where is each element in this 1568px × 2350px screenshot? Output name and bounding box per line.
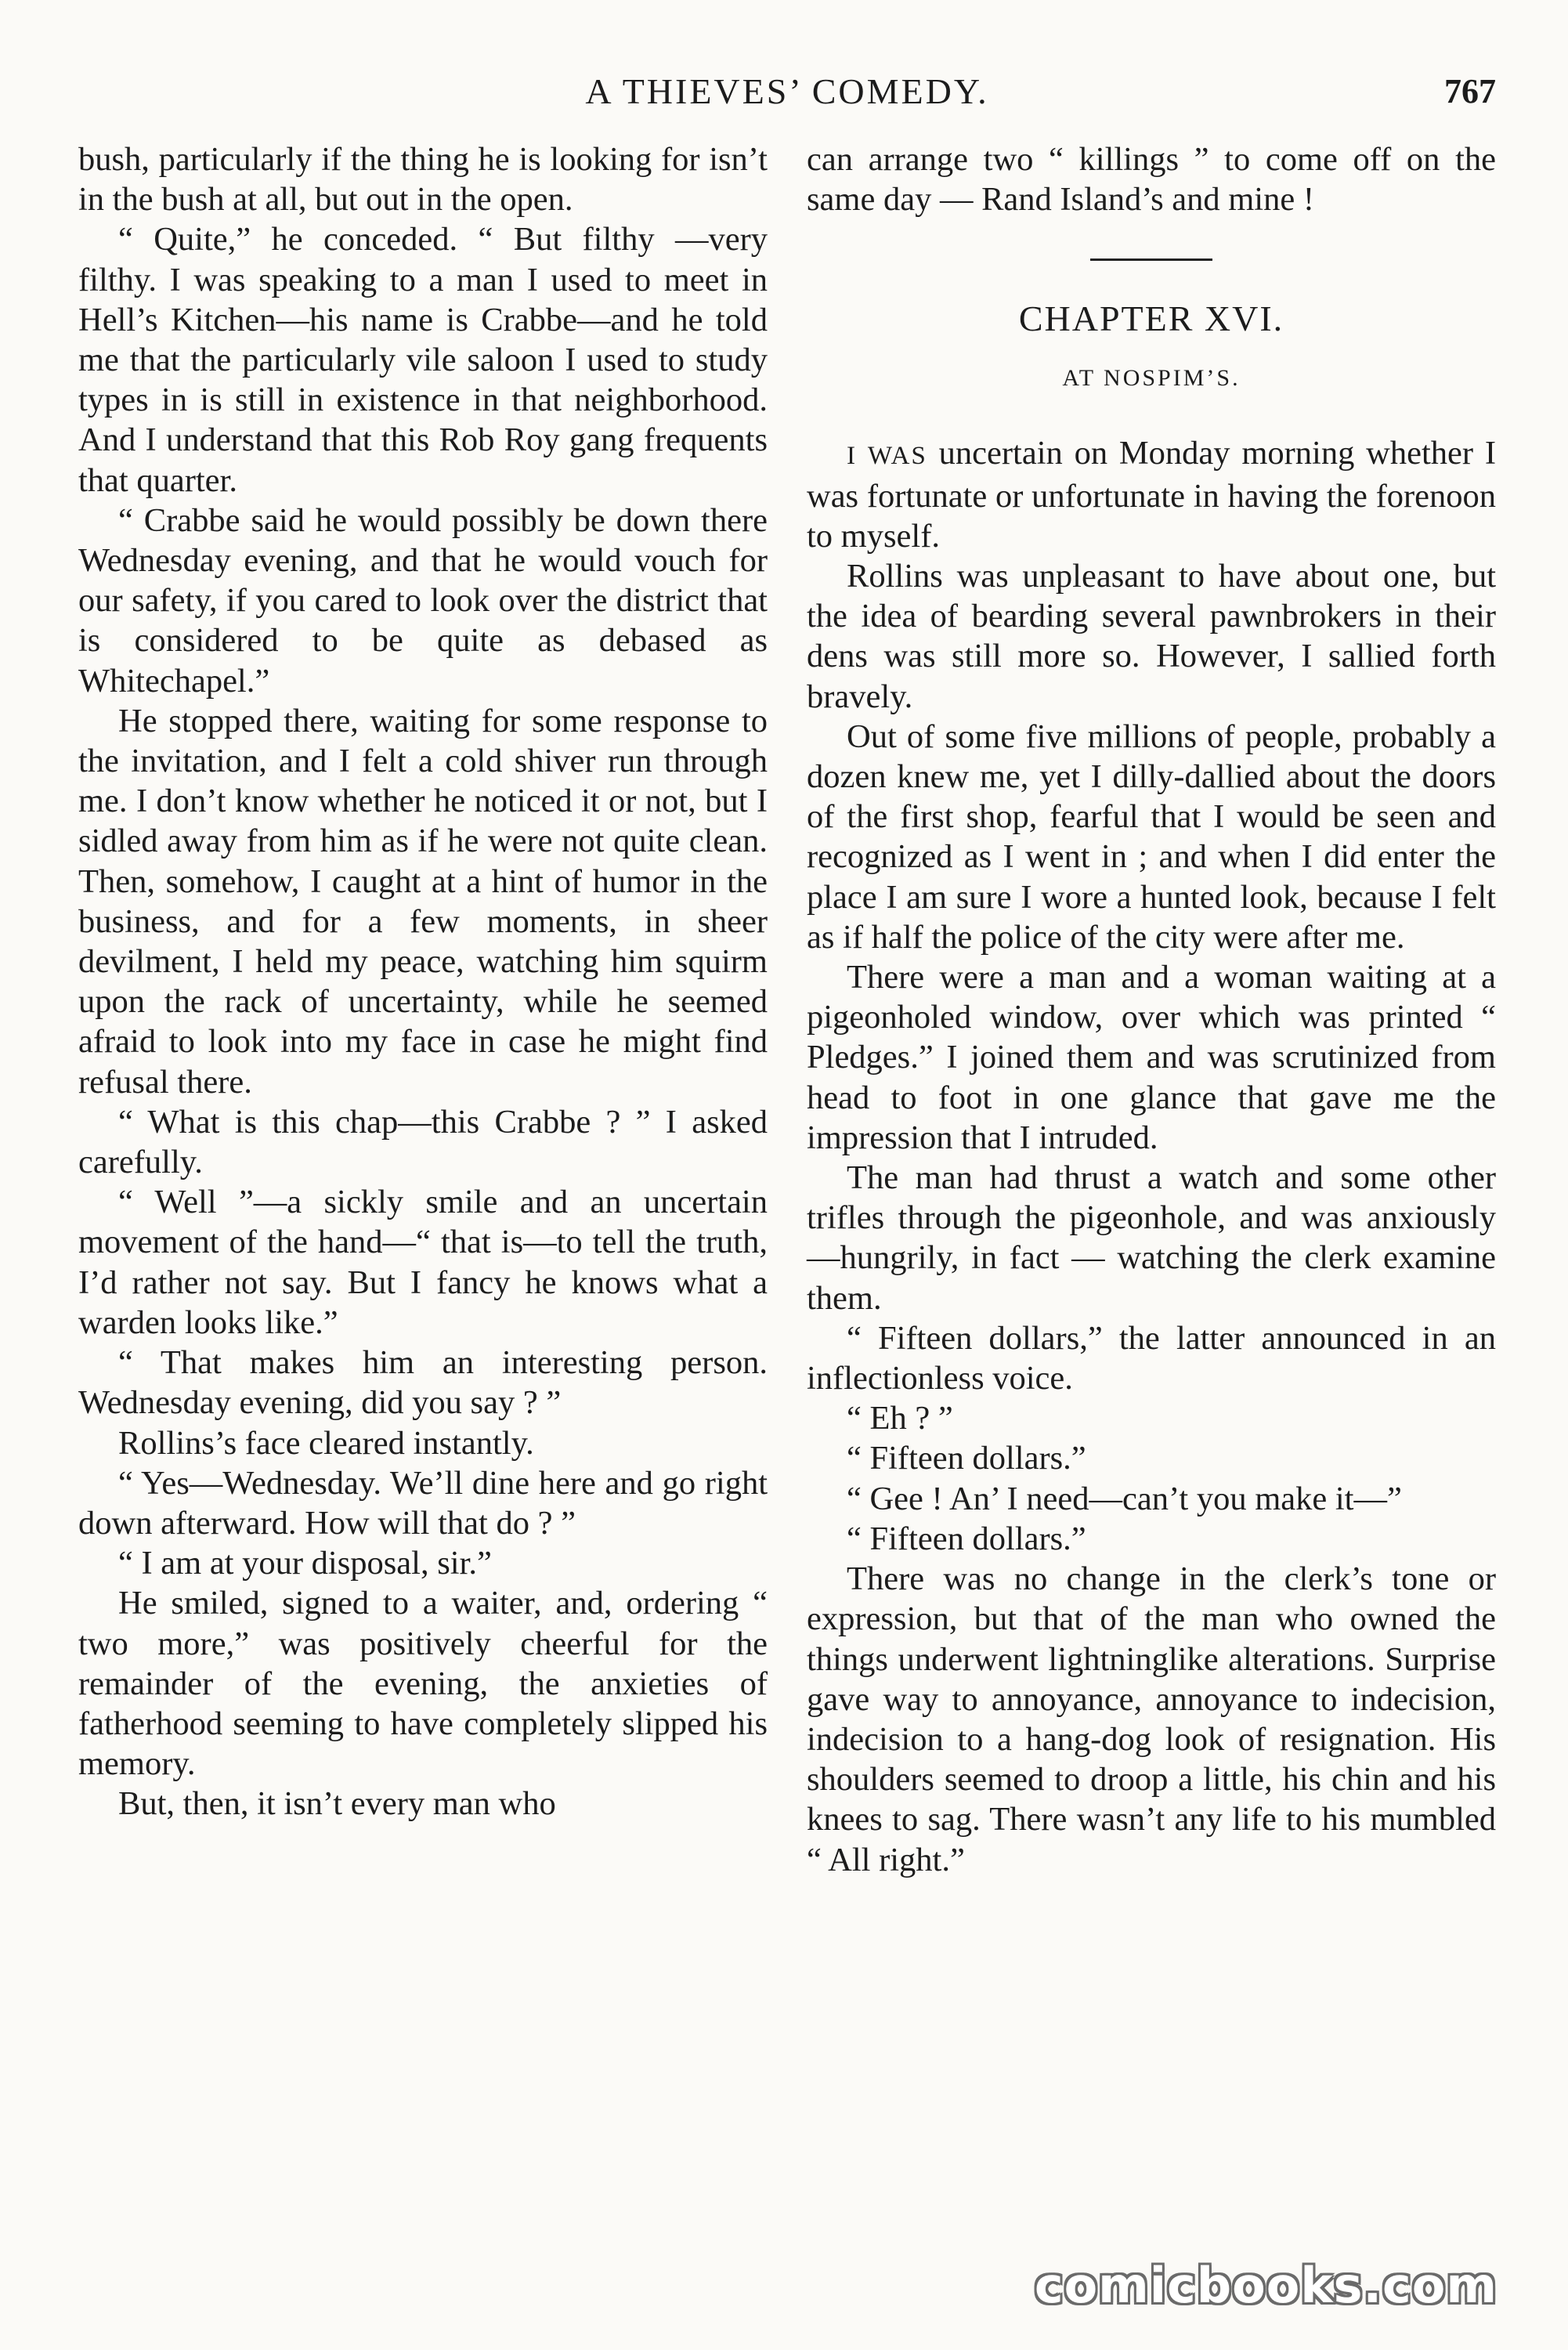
paragraph: Out of some five millions of people, probably a dozen knew me, yet I dilly-dallied about the doors of the first shop, fearful that I would be seen and recognized as I went in ; and when I did enter the place I am sure I wore a hunted look, because I felt as if half the police of the city were after me. [807, 718, 1496, 956]
opening-small-caps: I WAS [847, 441, 927, 471]
watermark: comicbooks.com [1034, 2257, 1498, 2314]
opening-text: uncertain on Monday morning whether I was fortunate or unfortunate in having the forenoon to myself. [807, 435, 1496, 555]
paragraph: “ Quite,” he conceded. “ But filthy —very filthy. I was speaking to a man I used to meet in Hell’s Kitchen—his name is Crabbe—and he told me that the particularly vile saloon I used to study types in is still in existence in that neighborhood. And I understand that this Rob Roy gang frequents that quarter. [78, 221, 768, 499]
paragraph: “ I am at your disposal, sir.” [118, 1545, 492, 1582]
paragraph: “ Gee ! An’ I need—can’t you make it—” [847, 1480, 1402, 1517]
paragraph: “ That makes him an interesting person. Wednesday evening, did you say ? ” [78, 1344, 768, 1422]
chapter-opening-paragraph [807, 433, 1496, 556]
section-divider [1090, 258, 1212, 261]
paragraph: “ What is this chap—this Crabbe ? ” I asked carefully. [78, 1103, 768, 1181]
paragraph: “ Crabbe said he would possibly be down there Wednesday evening, and that he would vouch for our safety, if you cared to look over the district that is considered to be quite as debased as Whitechapel.” [78, 501, 768, 700]
paragraph: There was no change in the clerk’s tone or expression, but that of the man who owned the things underwent lightninglike alterations. Surprise gave way to annoyance, annoyance to indecision, indecision to a hang-dog look of resignation. His shoulders seemed to droop a little, his chin and his knees to sag. There wasn’t any life to his mumbled “ All right.” [807, 1560, 1496, 1878]
running-head: A THIEVES’ COMEDY. [585, 71, 989, 111]
paragraph: Rollins’s face cleared instantly. [118, 1424, 534, 1462]
paragraph: There were a man and a woman waiting at a pigeonholed window, over which was printed “ Pledges.” I joined them and was scrutinized from head to foot in one glance that gave me the impression that I intruded. [807, 959, 1496, 1156]
paragraph: Rollins was unpleasant to have about one, but the idea of bearding several pawnbrokers in their dens was still more so. However, I sallied forth bravely. [807, 558, 1496, 715]
page-header [78, 64, 1496, 119]
paragraph: “ Fifteen dollars.” [847, 1440, 1086, 1477]
paragraph: He smiled, signed to a waiter, and, ordering “ two more,” was positively cheerful for the remainder of the evening, the anxieties of fatherhood seeming to have completely slipped his memory. [78, 1585, 768, 1783]
right-column [807, 139, 1496, 1880]
paragraph: He stopped there, waiting for some response to the invitation, and I felt a cold shiver run through me. I don’t know whether he noticed it or not, but I sidled away from him as if he were not quite clean. Then, somehow, I caught at a hint of humor in the business, and for a few moments, in sheer devilment, I held my peace, watching him squirm upon the rack of uncertainty, while he seemed afraid to look into my face in case he might find refusal there. [78, 702, 768, 1101]
paragraph: “ Yes—Wednesday. We’ll dine here and go right down afterward. How will that do ? ” [78, 1464, 768, 1542]
chapter-title: CHAPTER XVI. [1018, 298, 1284, 339]
page-number: 767 [1444, 72, 1496, 110]
paragraph: can arrange two “ killings ” to come off on the same day — Rand Island’s and mine ! [807, 141, 1496, 219]
paragraph: “ Eh ? ” [847, 1400, 953, 1437]
paragraph: The man had thrust a watch and some other trifles through the pigeonhole, and was anxiously—hungrily, in fact — watching the clerk examine them. [807, 1159, 1496, 1317]
left-column [78, 139, 768, 1824]
chapter-subtitle: AT NOSPIM’S. [1062, 365, 1241, 392]
paragraph: “ Well ”—a sickly smile and an uncertain movement of the hand—“ that is—to tell the truth, I’d rather not say. But I fancy he knows what a warden looks like.” [78, 1184, 768, 1341]
paragraph: “ Fifteen dollars,” the latter announced in an inflectionless voice. [807, 1319, 1496, 1397]
paragraph: “ Fifteen dollars.” [847, 1520, 1086, 1557]
paragraph: But, then, it isn’t every man who [118, 1785, 556, 1823]
paragraph: bush, particularly if the thing he is looking for isn’t in the bush at all, but out in the open. [78, 141, 768, 219]
